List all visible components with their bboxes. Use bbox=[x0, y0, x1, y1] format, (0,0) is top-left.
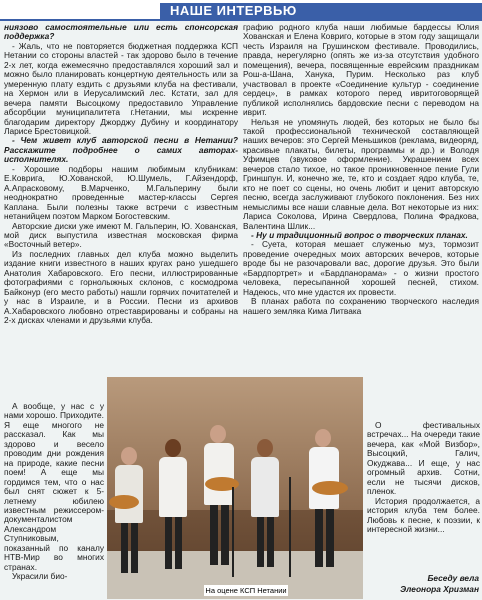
photo-caption: На оцене КСП Нетании bbox=[205, 586, 287, 595]
header-rule bbox=[0, 19, 482, 21]
answer-paragraph: История продолжается, а история клуба тем более. Любовь к песне, к поэзии, к интересной жизни... bbox=[367, 495, 480, 534]
answer-paragraph: Нельзя не упомянуть людей, без которых не было бы такой профессиональной технической составляющей наших вечеров: это Сергей Меньшиков (реклама, видеоряд, красивые плакаты, билеты, программы и др.) и Володя Уфимцев (звуковое оформление). Украшением всех вечеров стало тихое, но такое проникновенное пение Гули Гриншпун. И, конечно же, те, кто и создает ядро клуба, те, кто не поет со сцены, но очень любит и ценит авторскую песню, всегда заслуживают глубокого поклонения. Без них немыслимы все наши славные дела. Вот некоторые из них: Лариса Соколова, Ирина Свердлова, Полина Фрадкова, Валентина Шлик... bbox=[243, 116, 479, 231]
mic-stand bbox=[232, 487, 234, 577]
right-lower-column bbox=[367, 421, 480, 534]
guitar-shape bbox=[109, 495, 139, 509]
answer-paragraph: О фестивальных встречах... На очереди такие вечера, как «Мой Визбор», Высоцкий, Галич, Окуджава... И еще, у нас огромный архив. Сотни, если не тысячи дисков, пленок. bbox=[367, 420, 480, 497]
answer-paragraph: Авторские диски уже имеют М. Гальперин, Ю. Хованская, мой диск выпустила известная московская фирма «Восточный ветер». bbox=[4, 220, 238, 250]
section-title: НАШЕ ИНТЕРВЬЮ bbox=[170, 3, 297, 18]
answer-paragraph: А вообще, у нас с у нами хорошо. Приходите. Я еще многого не рассказал. Как мы здорово и весело проводим дни рождения на природе, какие песни поем! А еще мы гордимся тем, что о нас был снят сюжет к 5-летнему юбилею известным режиссером-документалистом Александром Ступниковым, показанный по каналу НТВ-Мир во многих странах. bbox=[4, 401, 104, 572]
byline-author: Элеонора Хризман bbox=[400, 584, 479, 594]
answer-paragraph: Из последних главных дел клуба можно выделить издание книги известного в наших кругах рано ушедшего Анатолия Хабаровского. Его песни, иллюстрированные фотографиями с горнолыжных склонов, с космодрома Байконур (его место работы) нашли горячих почитателей и у нас в Израиле, и в России. Песни из архивов А.Хабаровского любовно отреставрированы и собраны на 2-х дисках членами и друзьями клуба. bbox=[4, 248, 238, 326]
question-2: - Чем живет клуб авторской песни в Нетании? Расскажите подробнее о самих авторах-исполнителях. bbox=[4, 135, 238, 165]
byline-label: Беседу вела bbox=[427, 573, 479, 583]
question-3: - Ну и традиционный вопрос о творческих планах. bbox=[251, 229, 468, 240]
answer-paragraph: - Суета, которая мешает служенью муз, тормозит проведение очередных моих авторских вечеров, которые вроде бы не разочаровали вас, дорогие друзья. Это были «Бардпортрет» и «Бардпанорама» - о жизни простого человека, пересыпанной хорошей песней, стихом. Надеюсь, что мне удастся их провести. bbox=[243, 239, 479, 297]
mic-stand bbox=[289, 477, 291, 577]
left-column bbox=[4, 23, 238, 326]
answer-paragraph: графию родного клуба наши любимые бардессы Юлия Хованская и Елена Ковриго, которые в этом году защищали честь Израиля на Грушинском фестивале. Проводились, правда, нерегулярно (опять же из-за отсутствия удобного помещения), вечера, посвященные еврейским праздникам Рош-а-Шана, Ханука, Пурим. Несколько раз клуб участвовал в проекте «Соединение культур - соединение сердец», в рамках которого перед ивритоговорящей публикой исполнялись бардовские песни с переводом на иврит. bbox=[243, 22, 479, 118]
answer-paragraph: В планах работа по сохранению творческого наследия нашего земляка Кима Литвака bbox=[243, 296, 479, 316]
stage-photo bbox=[107, 377, 363, 599]
right-column bbox=[243, 23, 479, 316]
answer-paragraph: Украсили био- bbox=[12, 571, 68, 582]
question-1: ниязово самостоятельные или есть спонсорская поддержка? bbox=[4, 22, 238, 42]
answer-paragraph: - Хорошие подборы нашим любимым клубникам: Е.Коврига, Ю.Хованской, Ю.Шумель, Г.Айзендорф, А.Апрасковому, В.Марченко, М.Гальперину были неоднократно проведенные мастер-классы Сергея Каплана. Были полезны также встречи с известным нетанийцем поэтом Марком Богостевским. bbox=[4, 163, 238, 222]
left-lower-column bbox=[4, 402, 104, 582]
guitar-shape bbox=[312, 481, 348, 495]
answer-paragraph: - Жаль, что не повторяется бюджетная поддержка КСП Нетании со стороны властей - так здорово было в течение 2-х лет, когда ежемесячно предоставлялся хороший зал и можно было планировать концертную деятельность или за умеренную плату ездить с друзьями клуба на фестивали, на Хермон или в Иерусалимский лес. Кстати, зал для вечера памяти Высоцкому предоставило Управление абсорбции муниципалитета г.Нетании, мы искренне благодарим директору Джорджу Дубину и координатору Ларисе Брестовицкой. bbox=[4, 40, 238, 136]
